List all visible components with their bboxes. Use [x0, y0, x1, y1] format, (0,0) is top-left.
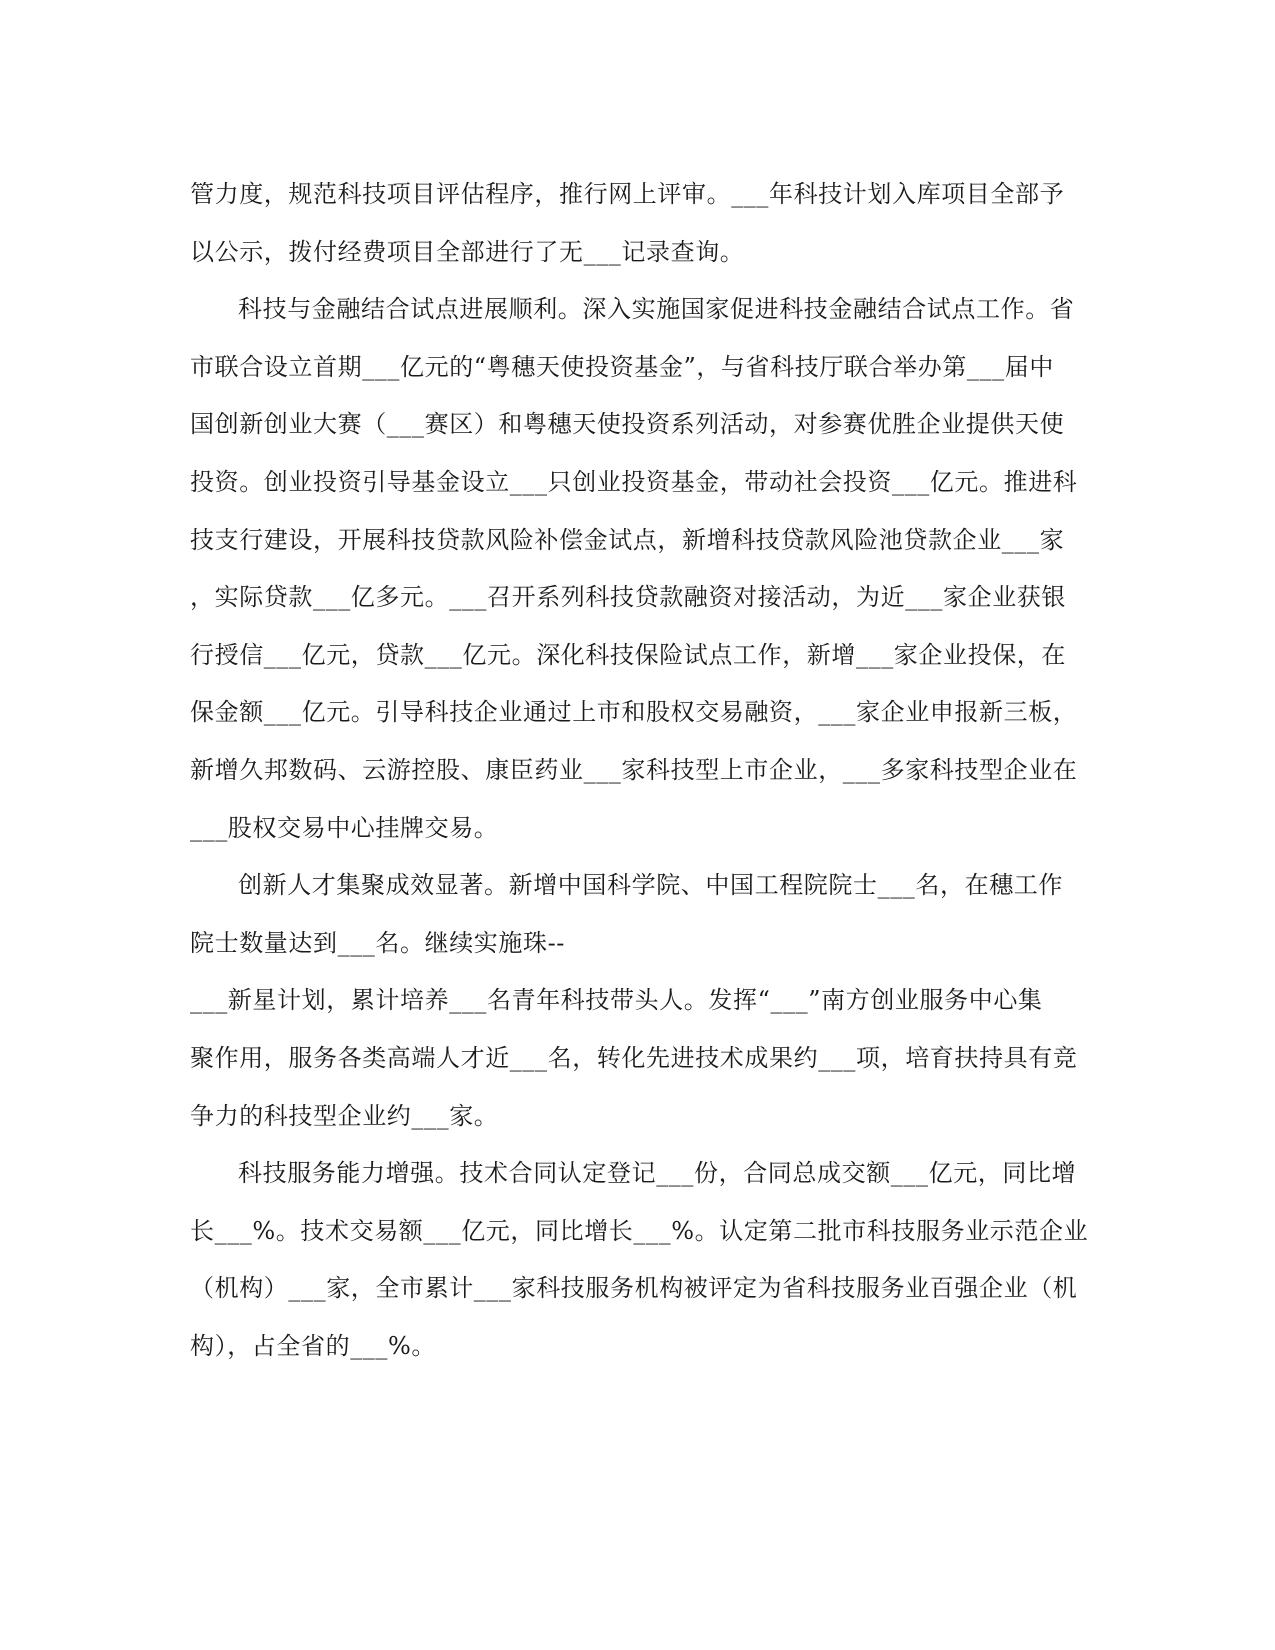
text-line: 新增久邦数码、云游控股、康臣药业___家科技型上市企业，___多家科技型企业在 — [190, 755, 1078, 784]
paragraph-start-line: 创新人才集聚成效显著。新增中国科学院、中国工程院院士___名，在穗工作 — [238, 871, 1063, 900]
text-line: 国创新创业大赛（___赛区）和粤穗天使投资系列活动，对参赛优胜企业提供天使 — [190, 410, 1065, 439]
text-line: ，实际贷款___亿多元。___召开系列科技贷款融资对接活动，为近___家企业获银 — [190, 583, 1066, 612]
text-line: 市联合设立首期___亿元的“粤穗天使投资基金”，与省科技厅联合举办第___届中 — [190, 352, 1054, 381]
paragraph-start-line: 科技与金融结合试点进展顺利。深入实施国家促进科技金融结合试点工作。省 — [238, 295, 1075, 324]
text-line: 聚作用，服务各类高端人才近___名，转化先进技术成果约___项，培育扶持具有竞 — [190, 1043, 1078, 1072]
text-line: 技支行建设，开展科技贷款风险补偿金试点，新增科技贷款风险池贷款企业___家 — [190, 525, 1065, 554]
text-line: 构），占全省的___%。 — [190, 1331, 437, 1360]
text-line: 院士数量达到___名。继续实施珠-- — [190, 928, 566, 957]
text-line: 投资。创业投资引导基金设立___只创业投资基金，带动社会投资___亿元。推进科 — [190, 467, 1078, 496]
text-line: 争力的科技型企业约___家。 — [190, 1101, 499, 1130]
paragraph-start-line: 科技服务能力增强。技术合同认定登记___份，合同总成交额___亿元，同比增 — [238, 1159, 1077, 1188]
text-line: 管力度，规范科技项目评估程序，推行网上评审。___年科技计划入库项目全部予 — [190, 180, 1065, 208]
body-text — [190, 166, 1090, 1375]
text-line: 以公示，拨付经费项目全部进行了无___记录查询。 — [190, 237, 745, 266]
text-line: ___股权交易中心挂牌交易。 — [190, 813, 499, 842]
text-line: （机构）___家，全市累计___家科技服务机构被评定为省科技服务业百强企业（机 — [190, 1274, 1078, 1303]
text-line: 行授信___亿元，贷款___亿元。深化科技保险试点工作，新增___家企业投保，在 — [190, 640, 1066, 669]
text-line: 保金额___亿元。引导科技企业通过上市和股权交易融资，___家企业申报新三板， — [190, 698, 1078, 727]
text-line: ___新星计划，累计培养___名青年科技带头人。发挥“___”南方创业服务中心集 — [190, 986, 1043, 1015]
text-line: 长___%。技术交易额___亿元，同比增长___%。认定第二批市科技服务业示范企业 — [190, 1216, 1089, 1245]
